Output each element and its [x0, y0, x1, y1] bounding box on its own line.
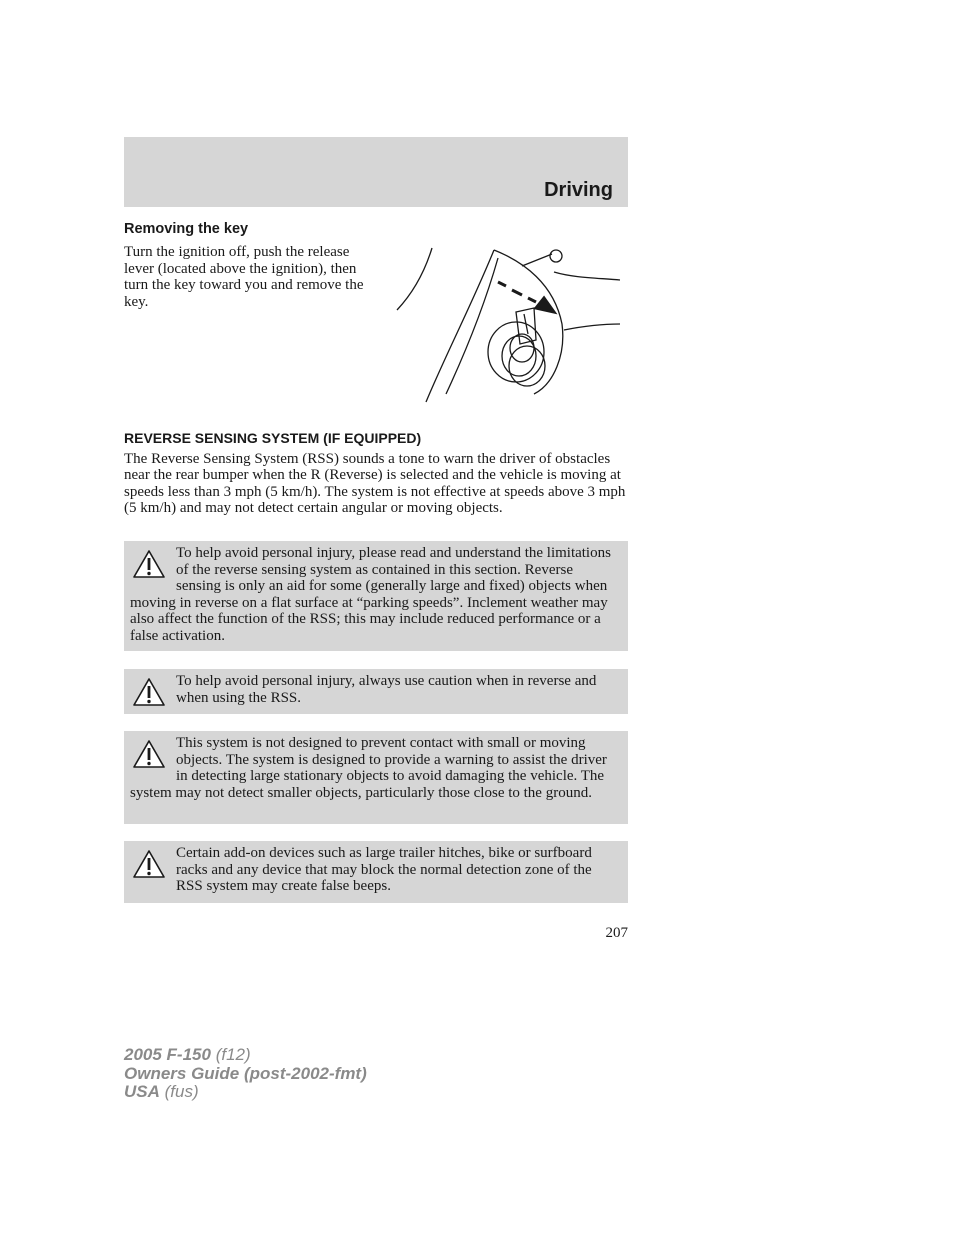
footer-market-code: (fus) — [164, 1082, 199, 1101]
section-title: Driving — [544, 179, 613, 201]
warning-text-1: To help avoid personal injury, please read and understand the limitations of the reverse sensing system as contained in this section. Reverse sensing is only an aid for some (generally large and fixed) objects when moving in reverse on a flat surface at “parking speeds”. Inclement weather may also affect the function of the RSS; this may include reduced performance or a false activation. — [130, 545, 611, 644]
warning-triangle-icon — [132, 739, 166, 769]
warning-text-2: To help avoid personal injury, always use caution when in reverse and when using the RSS. — [176, 673, 597, 706]
section-header-band — [124, 137, 628, 207]
footer-guide: Owners Guide (post-2002-fmt) — [124, 1063, 367, 1083]
page-number: 207 — [605, 925, 628, 941]
footer-line-2 — [124, 1065, 367, 1084]
rss-body-text: The Reverse Sensing System (RSS) sounds a tone to warn the driver of obstacles near the rear bumper when the R (Reverse) is selected and the vehicle is moving at speeds less than 3 mph (5 km/h). The system is not effective at speeds above 3 mph (5 km/h) and may not detect certain angular or moving objects. — [124, 451, 626, 517]
footer-market: USA — [124, 1082, 160, 1101]
document-footer — [124, 1046, 367, 1102]
ignition-key-illustration — [394, 244, 626, 406]
rss-heading: REVERSE SENSING SYSTEM (IF EQUIPPED) — [124, 430, 422, 446]
removing-key-text: Turn the ignition off, push the release lever (located above the ignition), then turn the key toward you and remove the key. — [124, 244, 364, 310]
warning-box-3 — [124, 731, 628, 824]
footer-line-1 — [124, 1046, 367, 1065]
warning-triangle-icon — [132, 849, 166, 879]
warning-box-4 — [124, 841, 628, 903]
warning-triangle-icon — [132, 549, 166, 579]
footer-model: 2005 F-150 — [124, 1045, 211, 1064]
warning-box-1 — [124, 541, 628, 651]
warning-triangle-icon — [132, 677, 166, 707]
warning-text-3: This system is not designed to prevent contact with small or moving objects. The system is designed to provide a warning to assist the driver in detecting large stationary objects to avoid damaging the vehicle. The system may not detect smaller objects, particularly those close to the ground. — [130, 735, 607, 801]
warning-text-4: Certain add-on devices such as large trailer hitches, bike or surfboard racks and any device that may block the normal detection zone of the RSS system may create false beeps. — [176, 845, 592, 894]
footer-line-3 — [124, 1083, 367, 1102]
footer-model-code: (f12) — [215, 1045, 251, 1064]
removing-key-heading: Removing the key — [124, 221, 249, 237]
warning-box-2 — [124, 669, 628, 714]
